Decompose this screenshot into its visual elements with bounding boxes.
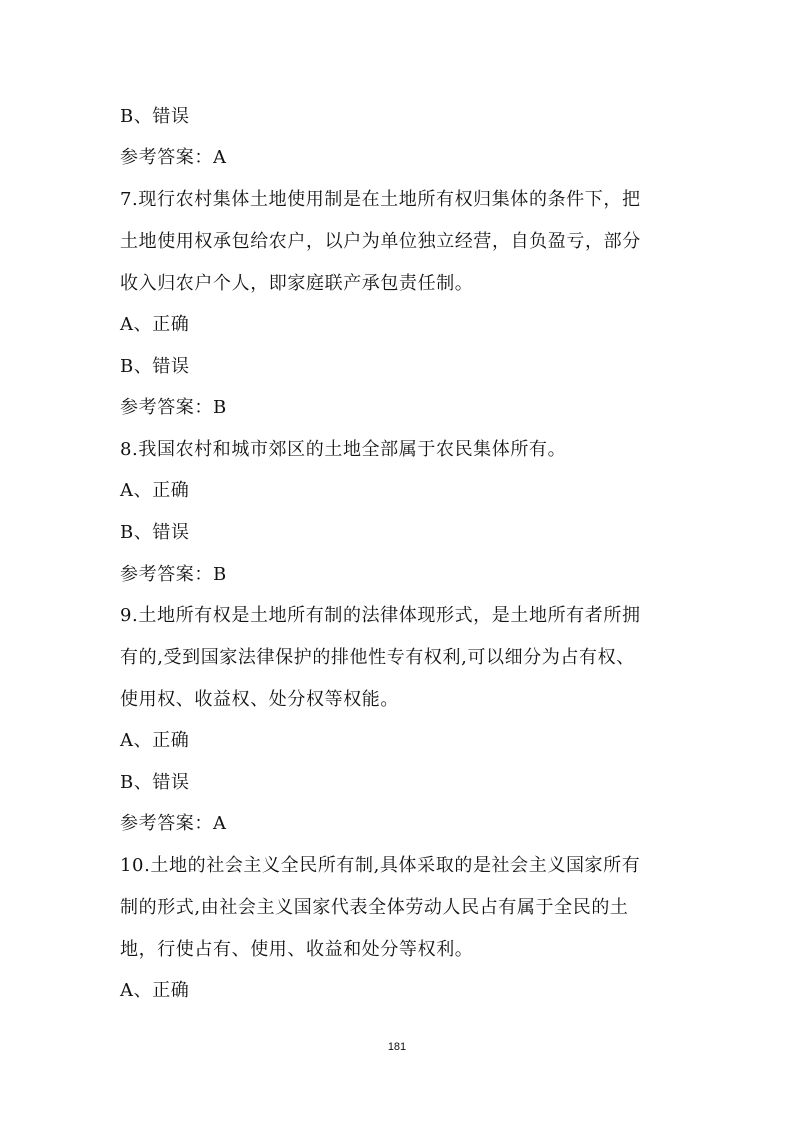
question-9-line-2: 有的,受到国家法律保护的排他性专有权利,可以细分为占有权、 (120, 647, 635, 668)
option-a-q9: A、正确 (120, 730, 190, 751)
question-7-line-3: 收入归农户个人，即家庭联产承包责任制。 (120, 273, 474, 294)
option-a-q7: A、正确 (120, 314, 190, 335)
answer-q6: 参考答案：A (120, 147, 227, 168)
question-8: 8.我国农村和城市郊区的土地全部属于农民集体所有。 (120, 439, 567, 460)
question-10-line-3: 地，行使占有、使用、收益和处分等权利。 (120, 939, 474, 960)
option-b-q8: B、错误 (120, 522, 190, 543)
option-a-q10: A、正确 (120, 980, 190, 1001)
question-10-line-1: 10.土地的社会主义全民所有制,具体采取的是社会主义国家所有 (120, 855, 641, 876)
question-9-line-3: 使用权、收益权、处分权等权能。 (120, 689, 399, 710)
option-b-q6: B、错误 (120, 106, 190, 127)
question-9-line-1: 9.土地所有权是土地所有制的法律体现形式，是土地所有者所拥 (120, 605, 641, 626)
option-a-q8: A、正确 (120, 480, 190, 501)
question-7-line-2: 土地使用权承包给农户，以户为单位独立经营，自负盈亏，部分 (120, 231, 641, 252)
option-b-q9: B、错误 (120, 772, 190, 793)
option-b-q7: B、错误 (120, 356, 190, 377)
answer-q8: 参考答案：B (120, 564, 227, 585)
answer-q9: 参考答案：A (120, 813, 227, 834)
answer-q7: 参考答案：B (120, 397, 227, 418)
question-10-line-2: 制的形式,由社会主义国家代表全体劳动人民占有属于全民的土 (120, 897, 629, 918)
page-number: 181 (387, 1041, 407, 1053)
question-7-line-1: 7.现行农村集体土地使用制是在土地所有权归集体的条件下，把 (120, 189, 641, 210)
